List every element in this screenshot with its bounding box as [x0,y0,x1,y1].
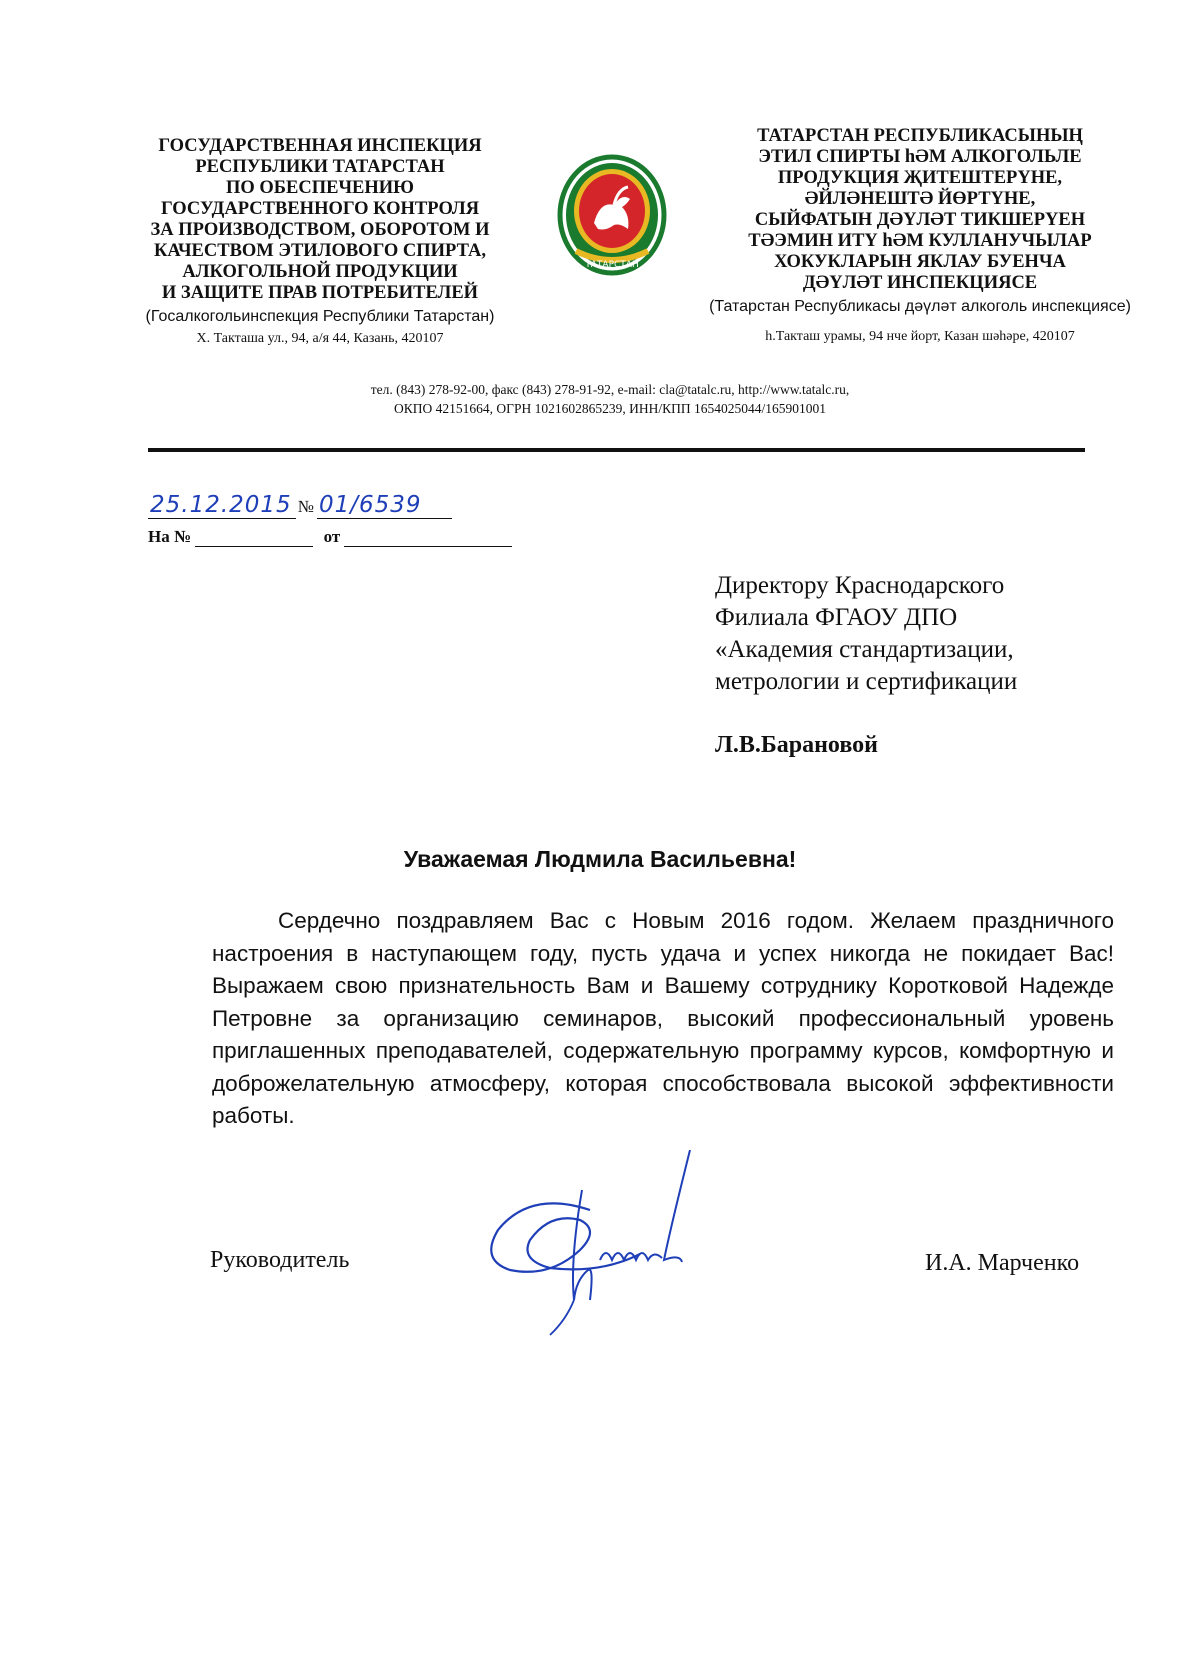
header-right-line: ПРОДУКЦИЯ ҖИТЕШТЕРҮНЕ, [777,168,1063,188]
addressee-line: метрологии и сертификации [715,668,1018,695]
header-left-line: ЗА ПРОИЗВОДСТВОМ, ОБОРОТОМ И [150,220,490,240]
signer-name: И.А. Марченко [925,1250,1080,1276]
contacts-block [300,380,920,418]
header-left-line: ГОСУДАРСТВЕННАЯ ИНСПЕКЦИЯ [158,136,482,156]
header-right-line: ТӘЭМИН ИТҮ hӘМ КУЛЛАНУЧЫЛАР [748,231,1092,251]
reference-line [148,527,512,547]
header-right-subtitle: (Татарстан Республикасы дәүләт алкоголь инспекциясе) [709,298,1131,315]
header-left-line: РЕСПУБЛИКИ ТАТАРСТАН [195,157,445,177]
emblem-caption: ТАТАРСТАН [585,260,639,270]
header-right-line: ЭТИЛ СПИРТЫ hӘМ АЛКОГОЛЬЛЕ [758,147,1082,167]
addressee-line: «Академия стандартизации, [715,636,1014,663]
outgoing-number: 01/6539 [317,492,452,519]
header-right-line: ХОКУКЛАРЫН ЯКЛАУ БУЕНЧА [774,252,1066,272]
letter-body: Сердечно поздравляем Вас с Новым 2016 годом. Желаем праздничного настроения в наступающем году, пусть удача и успех никогда не покидает Вас! Выражаем свою признательность Вам и Вашему сотруднику Коротковой Надежде Петровне за организацию семинаров, высокий профессиональный уровень приглашенных преподавателей, содержательную программу курсов, комфортную и доброжелательную атмосферу, которая способствовала высокой эффективности работы. [212,908,1114,1128]
header-right-line: ДӘҮЛӘТ ИНСПЕКЦИЯСЕ [802,273,1038,293]
ref-date-blank [344,546,512,547]
header-right-line: ӘЙЛӘНЕШТӘ ЙӨРТҮНЕ, [804,189,1036,209]
greeting: Уважаемая Людмила Васильевна! [403,846,797,872]
addressee-line: Директору Краснодарского [715,572,1005,599]
signer-title: Руководитель [210,1247,350,1273]
header-right-block [690,126,1150,318]
ref-number-blank [195,546,313,547]
addressee-block [715,570,1017,698]
contacts-line: ОКПО 42151664, ОГРН 1021602865239, ИНН/КПП 1654025044/165901001 [394,401,826,416]
handwritten-signature [470,1150,730,1350]
header-left-line: ПО ОБЕСПЕЧЕНИЮ [226,178,414,198]
header-left-subtitle: (Госалкогольинспекция Республики Татарстан) [145,308,495,325]
outgoing-number-label: № [297,497,315,516]
ref-number-label: На № [148,527,192,546]
header-left-line: И ЗАЩИТЕ ПРАВ ПОТРЕБИТЕЛЕЙ [161,283,479,303]
tatarstan-emblem-icon [556,153,668,283]
contacts-line: тел. (843) 278-92-00, факс (843) 278-91-92, e-mail: cla@tatalc.ru, http://www.tatalc.ru, [370,382,850,397]
header-right-address: h.Такташ урамы, 94 нче йорт, Казан шәһәре, 420107 [765,329,1075,344]
header-left-block [110,136,530,328]
header-right-line: СЫЙФАТЫН ДӘҮЛӘТ ТИКШЕРҮЕН [754,210,1086,230]
header-left-address: Х. Такташа ул., 94, а/я 44, Казань, 420107 [196,331,444,346]
outgoing-date: 25.12.2015 [148,492,296,519]
header-left-line: ГОСУДАРСТВЕННОГО КОНТРОЛЯ [160,199,480,219]
outgoing-date-number [148,492,452,519]
header-left-line: АЛКОГОЛЬНОЙ ПРОДУКЦИИ [182,262,458,282]
header-right-line: ТАТАРСТАН РЕСПУБЛИКАСЫНЫҢ [757,126,1083,146]
ref-from-label: от [323,527,341,546]
addressee-name: Л.В.Барановой [715,732,878,758]
header-divider [148,448,1085,452]
header-left-line: КАЧЕСТВОМ ЭТИЛОВОГО СПИРТА, [154,241,486,261]
addressee-line: Филиала ФГАОУ ДПО [715,604,958,631]
